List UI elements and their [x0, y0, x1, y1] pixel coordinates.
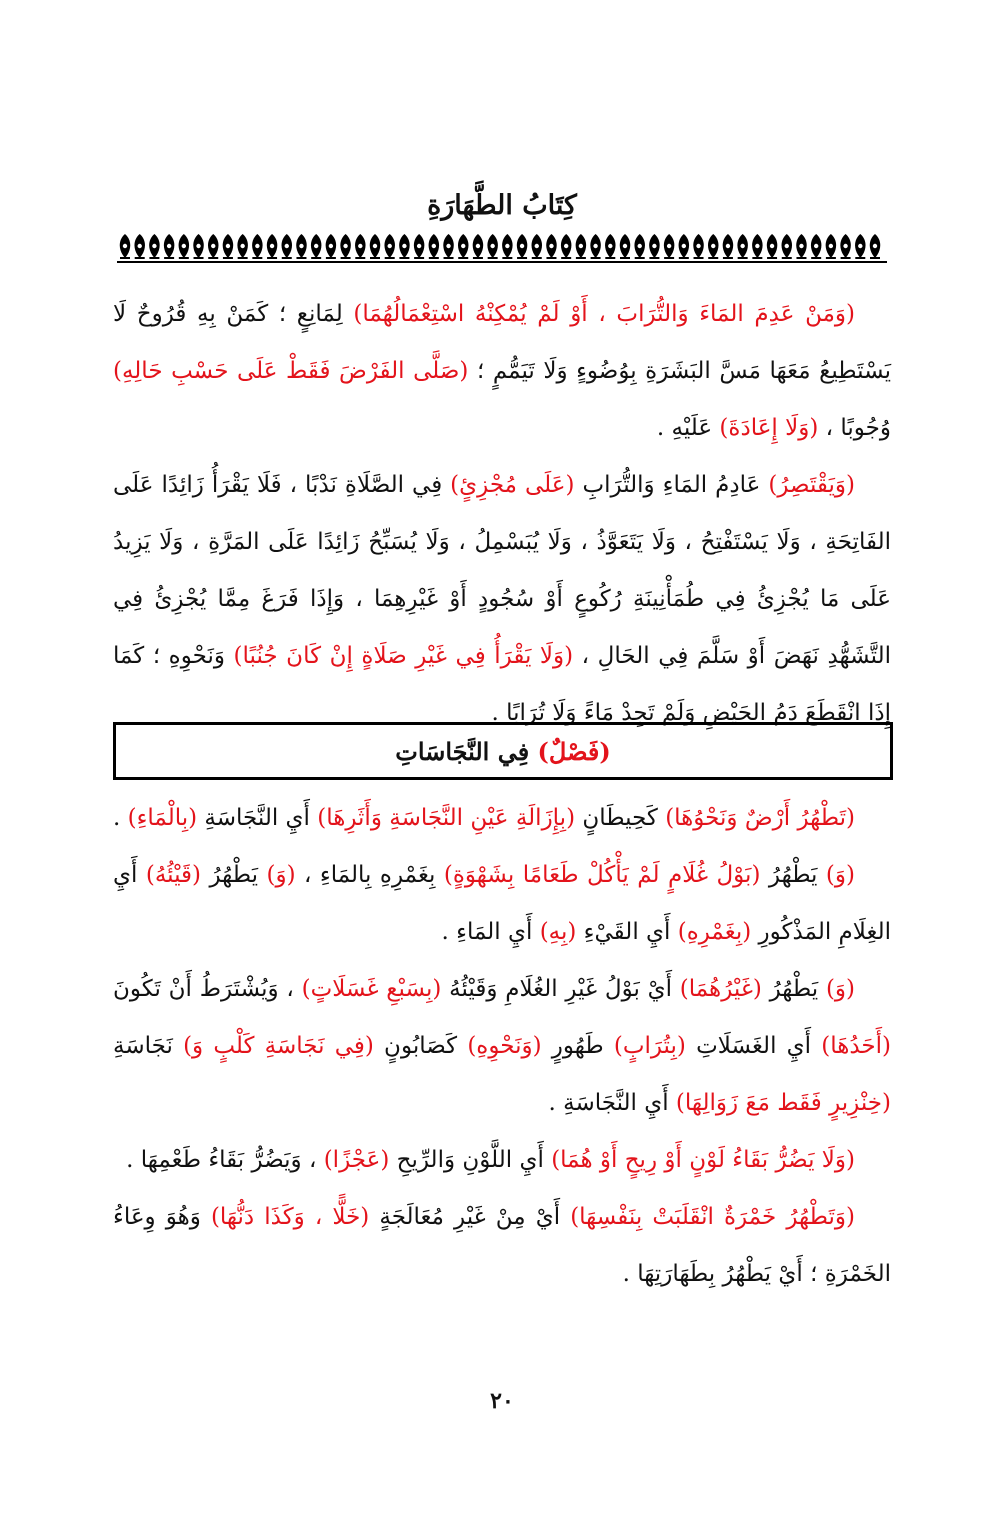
- ornament-unit: [296, 234, 307, 258]
- run: أَيِ النَّجَاسَةِ: [197, 805, 318, 831]
- ornament-unit: [458, 234, 469, 258]
- run: أَيِ المَاءِ .: [441, 919, 540, 945]
- run: (بَوْلُ غُلَامٍ لَمْ يَأْكُلْ طَعَامًا بِشَهْوَةٍ): [443, 862, 761, 888]
- run: (وَ): [266, 862, 296, 888]
- run: (وَنَحْوِهِ): [467, 1033, 542, 1059]
- run: فِي الصَّلَاةِ نَدْبًا ، فَلَا يَقْرَأُ زَائِدًا عَلَى الفَاتِحَةِ ، وَلَا يَسْتَفْتِحُ ، وَلَا يَتَعَوَّذُ ، وَلَا يُبَسْمِلُ ، وَلَا يُسَبِّحُ زَائِدًا عَلَى المَرَّةِ ، وَلَا يَزِيدُ عَلَى مَا يُجْزِئُ فِي طُمَأْنِينَةِ رُكُوعٍ أَوْ سُجُودٍ أَوْ غَيْرِهِمَا ، وَإِذَا فَرَغَ مِمَّا يُجْزِئُ فِي التَّشَهُّدِ نَهَضَ أَوْ سَلَّمَ فِي الحَالِ ،: [113, 472, 891, 669]
- run: كَصَابُونٍ: [373, 1033, 468, 1059]
- run: (بِإِزَالَةِ عَيْنِ النَّجَاسَةِ وَأَثَرِهَا): [317, 805, 576, 831]
- page-number: ٢٠: [490, 1388, 514, 1414]
- run: أَيْ مِنْ غَيْرِ مُعَالَجَةٍ: [369, 1204, 571, 1230]
- ornament-unit: [693, 234, 704, 258]
- ornament-unit: [208, 234, 219, 258]
- run: (وَلَا يَقْرَأُ فِي غَيْرِ صَلَاةٍ إِنْ كَانَ جُنُبًا): [233, 643, 574, 669]
- ornament-unit: [649, 234, 660, 258]
- text-block-section-2: [113, 790, 891, 1303]
- run: ، وَيُشْتَرَطُ أَنْ تَكُونَ: [113, 976, 302, 1002]
- section-heading: [395, 737, 610, 766]
- ornament-unit: [634, 234, 645, 258]
- run: (وَلَا إِعَادَةَ): [719, 415, 819, 441]
- ornament-unit: [340, 234, 351, 258]
- run: يَطْهُرُ: [201, 862, 267, 888]
- run: أَيِ اللَّوْنِ وَالرِّيحِ: [389, 1147, 552, 1173]
- paragraph: [113, 457, 891, 742]
- run: عَادِمُ المَاءِ وَالتُّرَابِ: [574, 472, 769, 498]
- paragraph: [113, 1189, 891, 1303]
- ornament-unit: [429, 234, 440, 258]
- run: أَيِ القَيْءِ: [576, 919, 678, 945]
- text-block-section-1: [113, 286, 891, 742]
- run: كَحِيطَانٍ: [575, 805, 666, 831]
- run: (بِتُرَابٍ): [613, 1033, 686, 1059]
- ornament-unit: [311, 234, 322, 258]
- run: (تَطْهُرُ أَرْضٌ وَنَحْوُهَا): [665, 805, 855, 831]
- ornament-unit: [664, 234, 675, 258]
- paragraph: [113, 790, 891, 847]
- section-heading-title: فِي النَّجَاسَاتِ: [395, 736, 538, 766]
- section-heading-label: (فَصْلٌ): [537, 736, 611, 766]
- run: (وَمَنْ عَدِمَ المَاءَ وَالتُّرَابَ ، أَوْ لَمْ يُمْكِنْهُ اسْتِعْمَالُهُمَا): [353, 301, 855, 327]
- ornament-unit: [840, 234, 851, 258]
- ornament-unit: [782, 234, 793, 258]
- run: (وَ): [825, 862, 855, 888]
- ornament-unit: [282, 234, 293, 258]
- run: (وَ): [825, 976, 855, 1002]
- run: (غَيْرُهُمَا): [679, 976, 762, 1002]
- run: (عَلَى مُجْزِئٍ): [450, 472, 575, 498]
- ornament-unit: [826, 234, 837, 258]
- ornament-unit: [179, 234, 190, 258]
- run: .: [113, 805, 128, 831]
- ornament-unit: [737, 234, 748, 258]
- ornament-unit: [752, 234, 763, 258]
- run: طَهُورٍ: [541, 1033, 614, 1059]
- ornament-unit: [355, 234, 366, 258]
- ornament-unit: [134, 234, 145, 258]
- ornament-unit: [796, 234, 807, 258]
- ornament-unit: [811, 234, 822, 258]
- run: (فِي نَجَاسَةِ كَلْبٍ وَ): [183, 1033, 374, 1059]
- run: بِغَمْرِهِ بِالمَاءِ ،: [295, 862, 444, 888]
- run: عَلَيْهِ .: [656, 415, 720, 441]
- ornament-unit: [590, 234, 601, 258]
- ornament-unit: [443, 234, 454, 258]
- run: وَنَحْوِهِ ؛ كَمَا إِذَا انْقَطَعَ دَمُ الحَيْضِ وَلَمْ تَجِدْ مَاءً وَلَا تُرَابًا .: [113, 643, 891, 726]
- ornament-unit: [517, 234, 528, 258]
- ornament-unit: [855, 234, 866, 258]
- run: لِمَانِعٍ ؛ كَمَنْ بِهِ قُرُوحٌ لَا يَسْتَطِيعُ مَعَهَا مَسَّ البَشَرَةِ بِوُضُوءٍ وَلَا تَيَمُّمٍ ؛: [113, 301, 892, 384]
- ornamental-divider: [113, 228, 891, 266]
- run: أَيِ النَّجَاسَةِ .: [548, 1090, 676, 1116]
- ornament-unit: [708, 234, 719, 258]
- ornament-unit: [767, 234, 778, 258]
- run: (قَيْئُهُ): [145, 862, 202, 888]
- run: (خِنْزِيرٍ فَقَط مَعَ زَوَالِهَا): [675, 1090, 891, 1116]
- ornament-unit: [487, 234, 498, 258]
- paragraph: [113, 961, 891, 1132]
- run: أَيِ الغَسَلَاتِ: [685, 1033, 822, 1059]
- run: (بِسَبْعِ غَسَلَاتٍ): [301, 976, 442, 1002]
- run: أَيْ بَوْلُ غَيْرِ الغُلَامِ وَقَيْئُهُ: [441, 976, 680, 1002]
- ornament-unit: [414, 234, 425, 258]
- ornament-unit: [164, 234, 175, 258]
- ornament-unit: [561, 234, 572, 258]
- ornament-unit: [399, 234, 410, 258]
- run: (وَيَقْتَصِرُ): [768, 472, 856, 498]
- ornament-unit: [620, 234, 631, 258]
- ornament-unit: [326, 234, 337, 258]
- run: (وَتَطْهُرُ خَمْرَةٌ انْقَلَبَتْ بِنَفْسِهَا): [570, 1204, 855, 1230]
- ornament-unit: [546, 234, 557, 258]
- run: (أَحَدُهَا): [821, 1033, 891, 1059]
- run: (خَلًّا ، وَكَذَا دَنُّهَا): [210, 1204, 370, 1230]
- paragraph: [113, 847, 891, 961]
- run: (صَلَّى الفَرْضَ فَقَطْ عَلَى حَسْبِ حَالِهِ): [113, 358, 469, 384]
- run: (بِغَمْرِهِ): [677, 919, 752, 945]
- run: وُجُوبًا ،: [818, 415, 891, 441]
- run: وَهُوَ وِعَاءُ الخَمْرَةِ ؛ أَيْ يَطْهُرُ بِطَهَارَتِهَا .: [113, 1204, 891, 1287]
- ornament-unit: [237, 234, 248, 258]
- ornament-unit: [723, 234, 734, 258]
- run: (وَلَا يَضُرُّ بَقَاءُ لَوْنٍ أَوْ رِيحٍ أَوْ هُمَا): [551, 1147, 855, 1173]
- ornament-unit: [502, 234, 512, 258]
- paragraph: [113, 286, 891, 457]
- paragraph: [113, 1132, 891, 1189]
- run: نَجَاسَةِ: [113, 1033, 184, 1059]
- ornament-unit: [576, 234, 587, 258]
- ornament-unit: [149, 234, 160, 258]
- ornament-unit: [679, 234, 690, 258]
- run: (بِهِ): [539, 919, 577, 945]
- run: يَطْهُرُ: [760, 862, 826, 888]
- ornament-unit: [223, 234, 234, 258]
- ornament-unit: [605, 234, 616, 258]
- ornament-unit: [870, 234, 881, 258]
- ornament-unit: [120, 234, 131, 258]
- book-title: كِتَابُ الطَّهَارَةِ: [427, 190, 577, 221]
- ornament-unit: [370, 234, 381, 258]
- run: يَطْهُرُ: [761, 976, 826, 1002]
- ornament-unit: [252, 234, 263, 258]
- ornament-unit: [384, 234, 395, 258]
- ornament-unit: [267, 234, 278, 258]
- run: أَيِ الغِلَامِ المَذْكُورِ: [113, 862, 891, 945]
- ornament-unit: [532, 234, 543, 258]
- section-heading-box: [113, 722, 893, 780]
- run: ، وَيَضُرُّ بَقَاءُ طَعْمِهَا .: [126, 1147, 324, 1173]
- run: (عَجْزًا): [323, 1147, 390, 1173]
- ornament-unit: [193, 234, 204, 258]
- run: (بِالْمَاءِ): [127, 805, 198, 831]
- ornament-unit: [473, 234, 484, 258]
